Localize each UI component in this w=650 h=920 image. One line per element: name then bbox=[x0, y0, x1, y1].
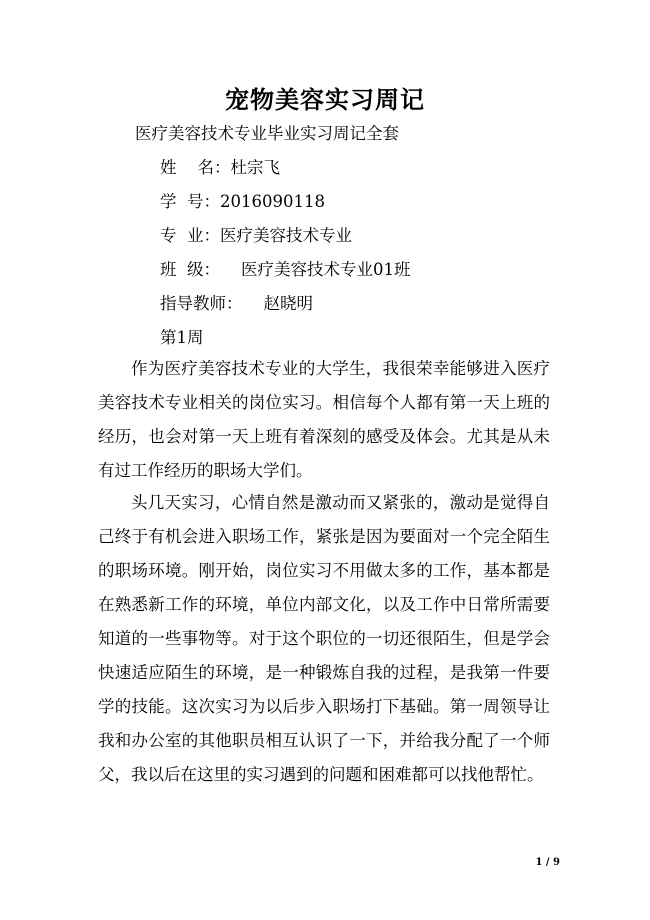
document-subtitle: 医疗美容技术专业毕业实习周记全套 bbox=[135, 124, 399, 143]
tutor-field: 指导教师： 赵晓明 bbox=[160, 294, 313, 313]
student-id-field: 学 号：2016090118 bbox=[160, 192, 325, 211]
paragraph-2: 头几天实习，心情自然是激动而又紧张的，激动是觉得自己终于有机会进入职场工作，紧张是因为要面对一个完全陌生的职场环境。刚开始，岗位实习不用做太多的工作，基本都是在熟悉新工作的环境，单位内部文化，以及工作中日常所需要知道的一些事物等。对于这个职位的一切还很陌生，但是学会快速适应陌生的环境，是一种锻炼自我的过程，是我第一件要学的技能。这次实习为以后步入职场打下基础。第一周领导让我和办公室的其他职员相互认识了一下，并给我分配了一个师父，我以后在这里的实习遇到的问题和困难都可以找他帮忙。 bbox=[98, 493, 550, 784]
page-number: 1 / 9 bbox=[535, 857, 560, 868]
week-heading: 第1周 bbox=[160, 328, 204, 347]
class-field: 班 级： 医疗美容技术专业01班 bbox=[160, 260, 411, 279]
student-name-field: 姓 名：杜宗飞 bbox=[160, 158, 280, 177]
document-title: 宠物美容实习周记 bbox=[225, 85, 425, 114]
paragraph-1: 作为医疗美容技术专业的大学生，我很荣幸能够进入医疗美容技术专业相关的岗位实习。相信每个人都有第一天上班的经历，也会对第一天上班有着深刻的感受及体会。尤其是从未有过工作经历的职场大学们。 bbox=[98, 359, 550, 480]
major-field: 专 业：医疗美容技术专业 bbox=[160, 226, 352, 245]
